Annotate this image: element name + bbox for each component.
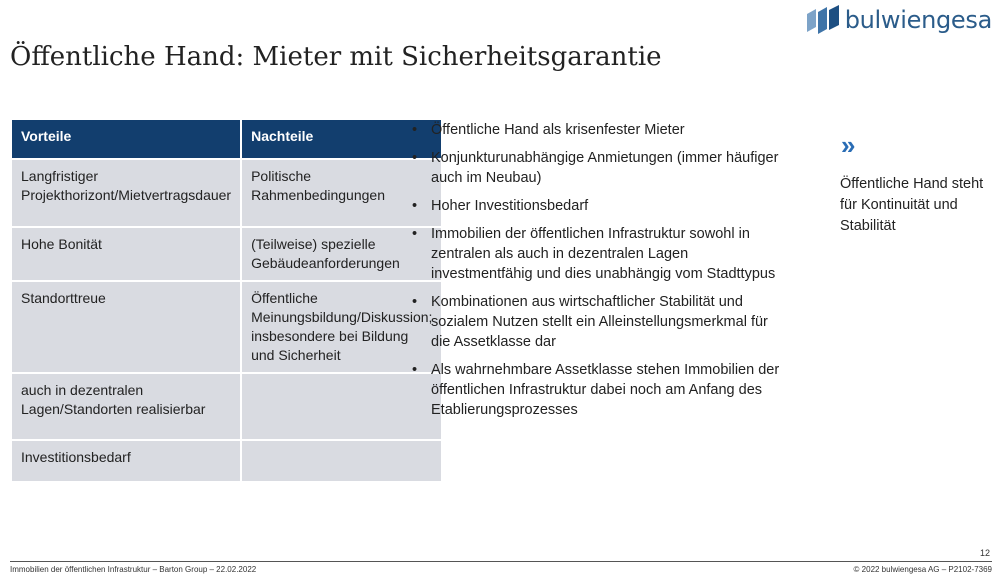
table-row	[12, 160, 441, 226]
table-cell-nachteil: (Teilweise) spezielle Gebäudeanforderungen	[242, 228, 441, 280]
page-title: Öffentliche Hand: Mieter mit Sicherheitsgarantie	[10, 42, 662, 72]
brand-name: bulwiengesa	[844, 6, 992, 34]
footer-left-text: Immobilien der öffentlichen Infrastruktur – Barton Group – 22.02.2022	[10, 565, 257, 574]
table-header-row	[12, 120, 441, 158]
list-item: • Öffentliche Hand als krisenfester Mieter	[410, 120, 788, 140]
list-item: • Kombinationen aus wirtschaftlicher Stabilität und sozialem Nutzen stellt ein Alleinstellungsmerkmal für die Assetklasse dar	[410, 292, 788, 352]
table-cell-vorteil: auch in dezentralen Lagen/Standorten realisierbar	[12, 374, 240, 439]
brand-logo	[805, 4, 992, 36]
table-row	[12, 441, 441, 481]
footer-copyright: © 2022 bulwiengesa AG – P2102-7369	[853, 565, 992, 574]
table-row	[12, 282, 441, 372]
page-number: 12	[979, 548, 990, 558]
list-item: • Als wahrnehmbare Assetklasse stehen Immobilien der öffentlichen Infrastruktur dabei noch am Anfang des Etablierungsprozesses	[410, 360, 788, 420]
bullet-list	[410, 120, 788, 428]
table-cell-vorteil: Standorttreue	[12, 282, 240, 372]
table-row	[12, 228, 441, 280]
table-cell-nachteil: Öffentliche Meinungsbildung/Diskussion; insbesondere bei Bildung und Sicherheit	[242, 282, 441, 372]
list-item: • Konjunkturunabhängige Anmietungen (immer häufiger auch im Neubau)	[410, 148, 788, 188]
header-nachteile: Nachteile	[242, 120, 441, 158]
side-note-text: Öffentliche Hand steht für Kontinuität und Stabilität	[840, 176, 984, 234]
pros-cons-table	[10, 118, 443, 483]
table-cell-nachteil: Politische Rahmenbedingungen	[242, 160, 441, 226]
double-chevron-right-icon: »	[841, 130, 856, 160]
table-cell-vorteil: Hohe Bonität	[12, 228, 240, 280]
table-cell-vorteil: Langfristiger Projekthorizont/Mietvertragsdauer	[12, 160, 240, 226]
list-item: • Hoher Investitionsbedarf	[410, 196, 788, 216]
table-cell-vorteil: Investitionsbedarf	[12, 441, 240, 481]
bulwiengesa-logo-icon	[805, 5, 841, 35]
header-vorteile: Vorteile	[12, 120, 240, 158]
table-row	[12, 374, 441, 439]
table-cell-nachteil	[242, 441, 441, 481]
footer-divider	[10, 561, 992, 562]
list-item: • Immobilien der öffentlichen Infrastruktur sowohl in zentralen als auch in dezentralen Lagen investmentfähig und dies unabhängig vom Stadttypus	[410, 224, 788, 284]
